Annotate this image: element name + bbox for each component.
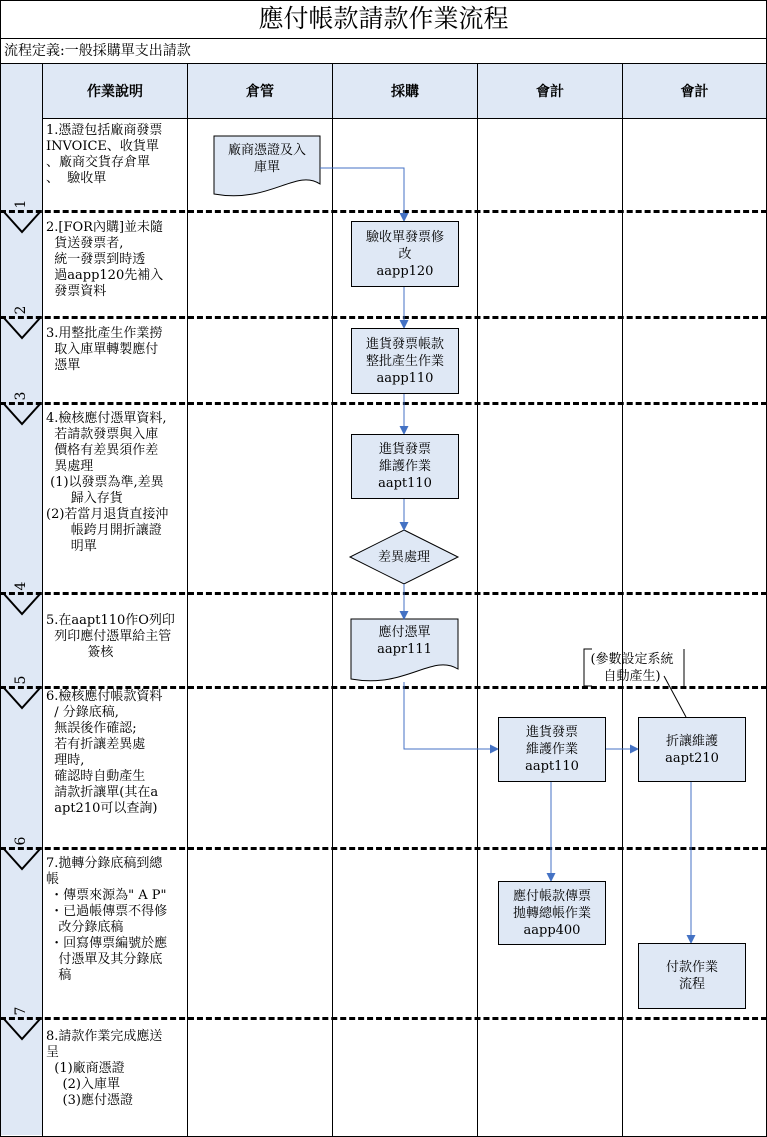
parameter-note: (參數設定系統 自動產生)	[590, 652, 674, 684]
aapp120-node: 驗收單發票修 改 aapp120	[351, 221, 459, 287]
column-header-accounting-1: 會計	[478, 64, 622, 118]
step-description-4: 4.檢核應付憑單資料, 若請款發票與入庫 價格有差異須作差 異處理 (1)以發票為準,差異 歸入存貨 (2)若當月退貨直接沖 帳跨月開折讓證 明單	[46, 411, 169, 554]
phase-number: 7	[13, 1006, 29, 1016]
aapt210-node: 折讓維護 aapt210	[638, 717, 746, 782]
aapt110-node-b: 進貨發票 維護作業 aapt110	[498, 717, 606, 782]
column-header-accounting-2: 會計	[623, 64, 766, 118]
phase-number: 2	[13, 305, 29, 315]
step-description-5: 5.在aapt110作O列印 列印應付憑單給主管 簽核	[46, 613, 175, 660]
step-description-3: 3.用整批產生作業撈 取入庫單轉製應付 憑單	[46, 326, 163, 373]
phase-number: 1	[13, 199, 29, 209]
aapt110-node-a: 進貨發票 維護作業 aapt110	[351, 434, 459, 499]
step-description-2: 2.[FOR內購]並未隨 貨送發票者, 統一發票到時透 過aapp120先補入 發票資料	[46, 220, 164, 299]
step-description-7: 7.拋轉分錄底稿到總 帳 ・傳票來源為" A P" ・已過帳傳票不得修 改分錄底稿 ・回寫傳票編號於應 付憑單及其分錄底 稿	[46, 856, 168, 983]
step-description-6: 6.檢核應付帳款資料 / 分錄底稿, 無誤後作確認; 若有折讓差異處 理時, 確認時自動產生 請款折讓單(其在a apt210可以查詢)	[46, 689, 163, 816]
step-description-8: 8.請款作業完成應送 呈 (1)廠商憑證 (2)入庫單 (3)應付憑證	[46, 1029, 163, 1108]
aapr111-node: 應付憑單 aapr111	[377, 625, 432, 657]
vendor-document-node: 廠商憑證及入 庫單	[227, 143, 306, 175]
phase-number: 4	[13, 581, 29, 591]
column-header-purchasing: 採購	[333, 64, 477, 118]
aapp400-node: 應付帳款傳票 拋轉總帳作業 aapp400	[498, 881, 606, 945]
aapp110-node: 進貨發票帳款 整批產生作業 aapp110	[351, 328, 459, 394]
phase-number: 5	[13, 675, 29, 685]
process-definition: 流程定義:一般採購單支出請款	[4, 43, 191, 59]
phase-number: 3	[13, 391, 29, 401]
phase-number: 6	[13, 836, 29, 846]
column-header-description: 作業說明	[43, 64, 187, 118]
column-header-warehouse: 倉管	[188, 64, 332, 118]
page-title: 應付帳款請款作業流程	[258, 4, 509, 33]
difference-handling-node: 差異處理	[377, 549, 430, 565]
step-description-1: 1.憑證包括廠商發票 INVOICE、收貨單 、廠商交貨存倉單 、 驗收單	[46, 123, 163, 186]
payment-process-node: 付款作業 流程	[638, 943, 746, 1009]
